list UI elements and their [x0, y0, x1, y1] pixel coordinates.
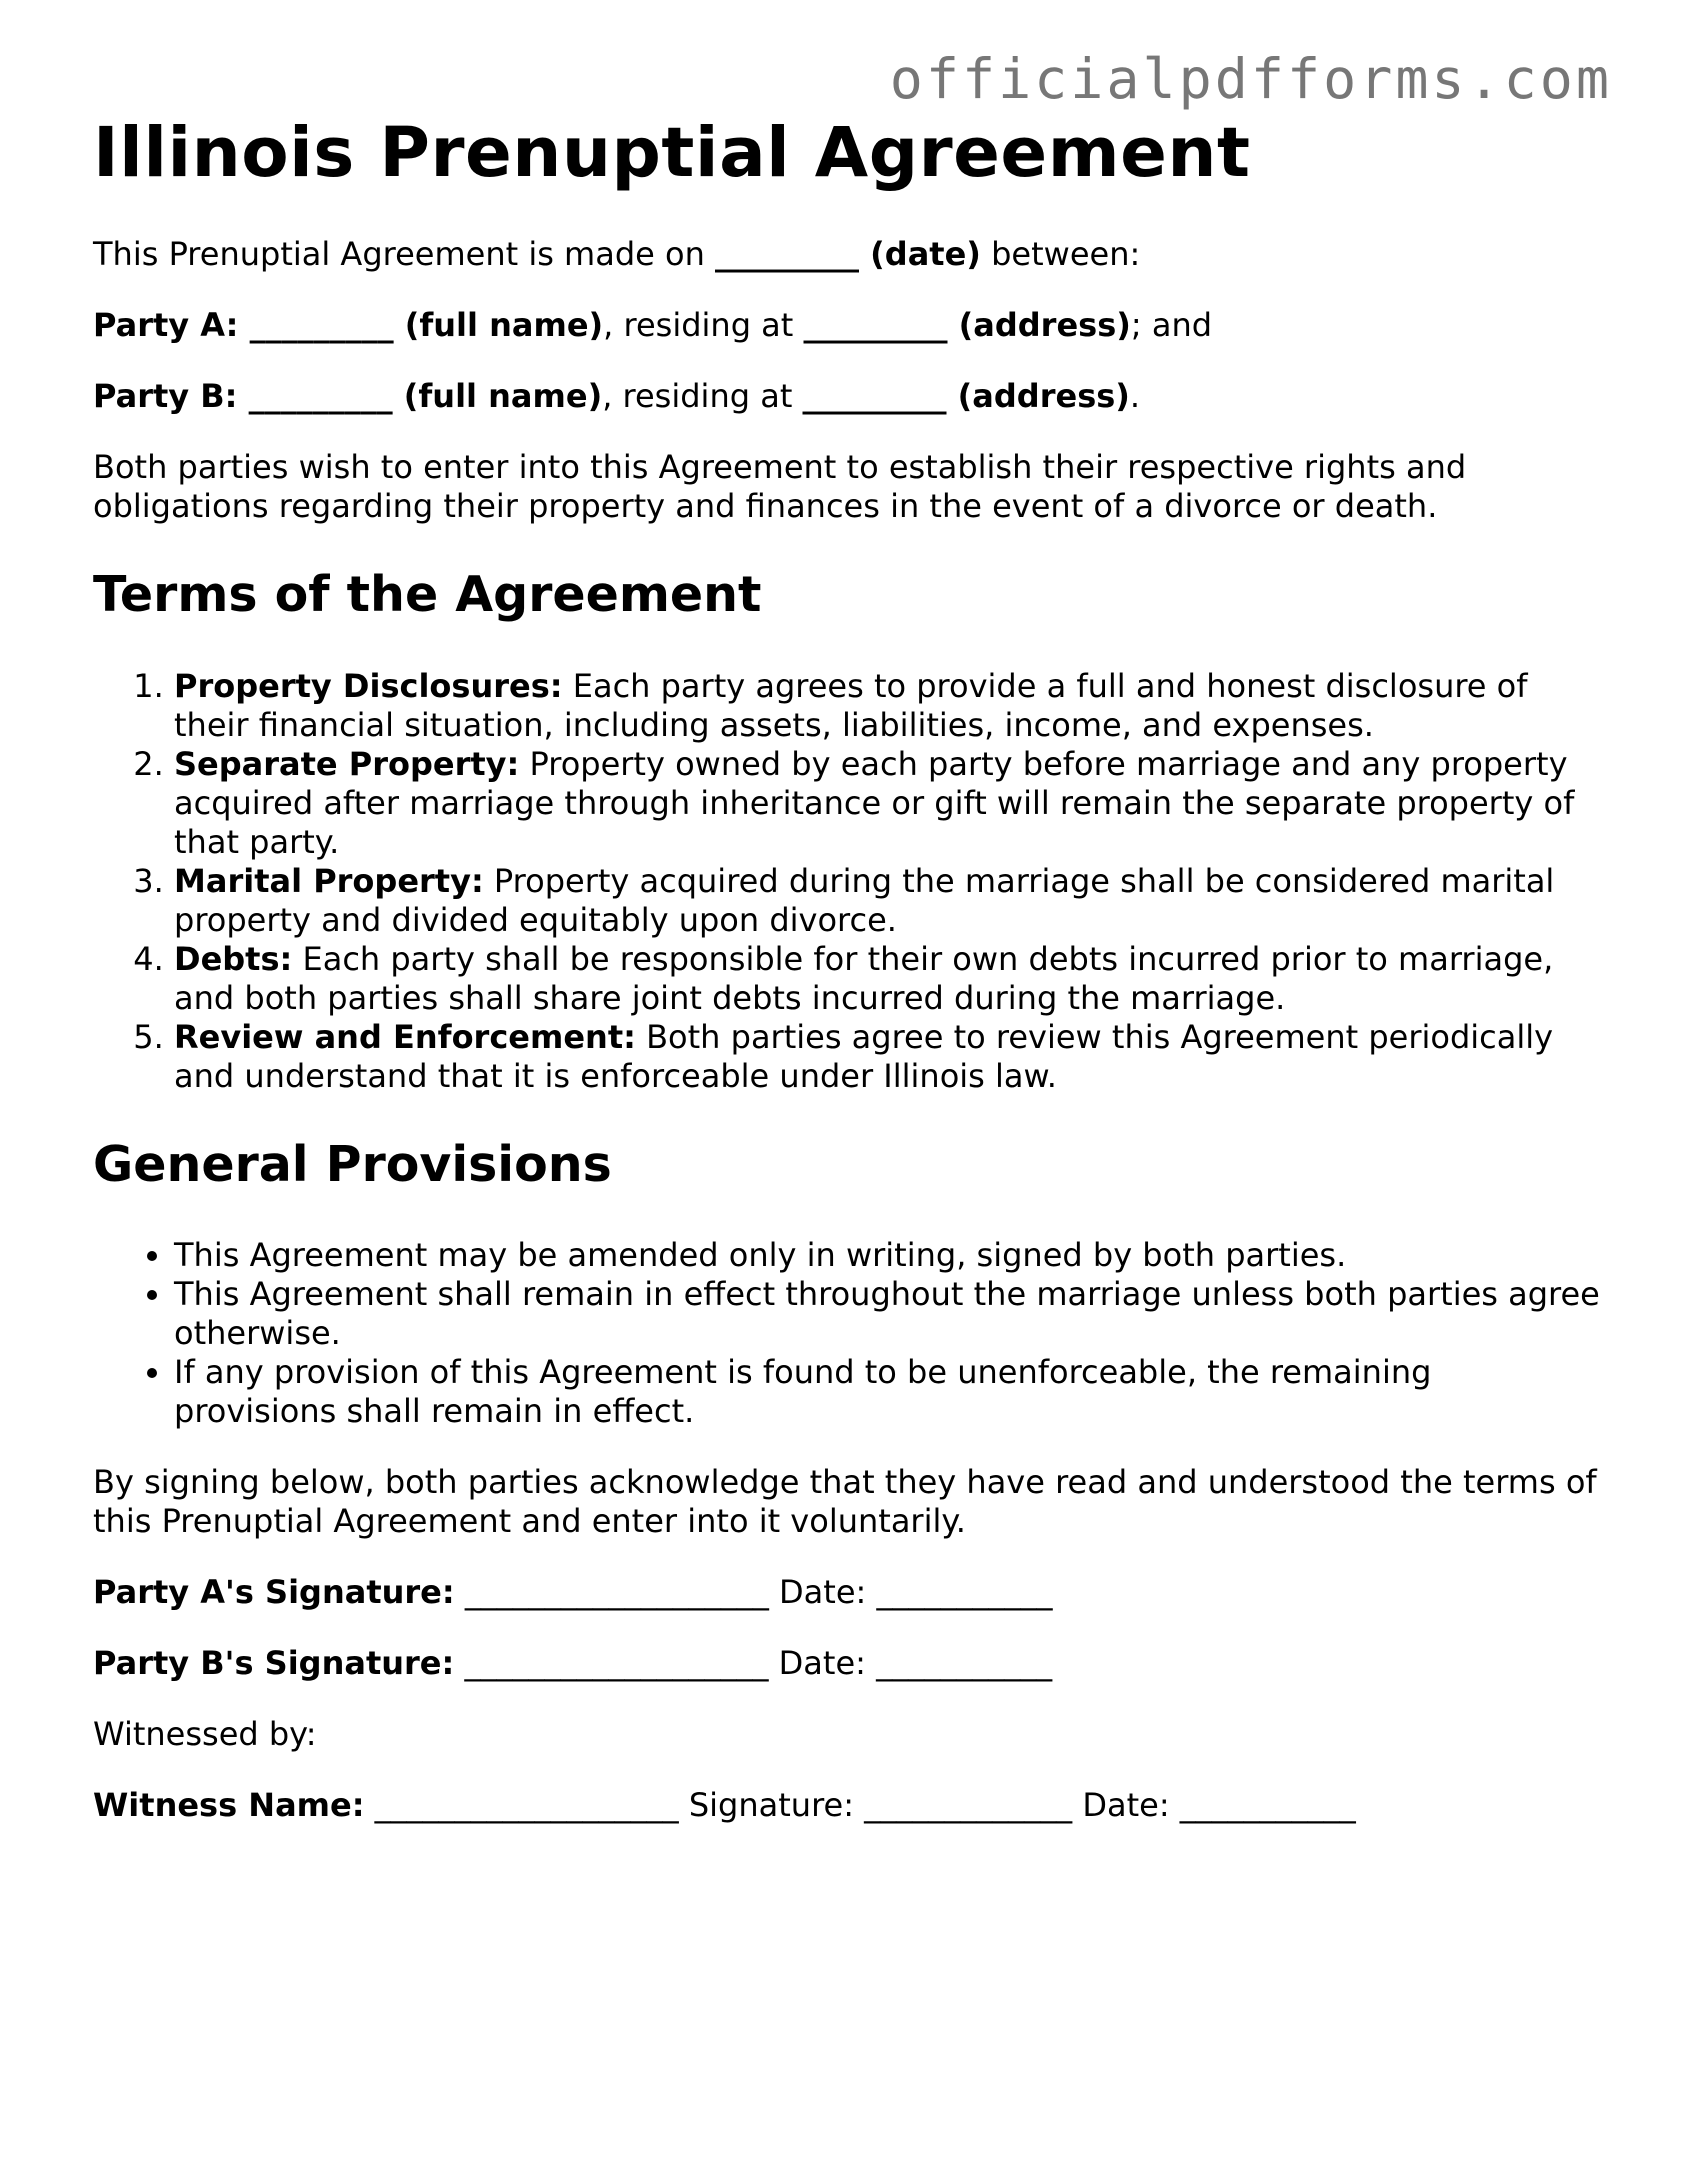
party-a-signature-line: [93, 1573, 1603, 1612]
term-text: Each party shall be responsible for their own debts incurred prior to marriage, and both parties shall share joint debts incurred during the marriage.: [174, 939, 1554, 1017]
intro-date-line: [93, 235, 1603, 274]
term-text: Property acquired during the marriage shall be considered marital property and divided equitably upon divorce.: [174, 861, 1555, 939]
provision-item: • This Agreement shall remain in effect throughout the marriage unless both parties agree otherwise.: [174, 1275, 1603, 1353]
party-a-line: [93, 306, 1603, 345]
party-a-name-blank: _________: [238, 305, 394, 344]
party-a-label: Party A:: [93, 305, 239, 344]
purpose-paragraph: Both parties wish to enter into this Agreement to establish their respective rights and obligations regarding their property and finances in the event of a divorce or death.: [93, 447, 1467, 525]
term-text: Each party agrees to provide a full and honest disclosure of their financial situation, including assets, liabilities, income, and expenses.: [174, 666, 1528, 744]
document-page: [93, 112, 1603, 1825]
party-a-signature-blank: ___________________: [454, 1573, 769, 1612]
party-a-residing: , residing at: [603, 305, 804, 344]
party-b-label: Party B:: [93, 376, 238, 415]
party-b-residing: , residing at: [602, 376, 803, 415]
document-title: Illinois Prenuptial Agreement: [93, 113, 1251, 193]
term-text: Both parties agree to review this Agreement periodically and understand that it is enforceable under Illinois law.: [174, 1017, 1554, 1095]
party-b-date: Date: ___________: [768, 1644, 1053, 1683]
term-title: Marital Property:: [174, 861, 484, 900]
terms-list: [93, 667, 1603, 1096]
term-title: Property Disclosures:: [174, 666, 563, 705]
term-text: Property owned by each party before marriage and any property acquired after marriage through inheritance or gift will remain the separate property of that party.: [174, 744, 1575, 861]
party-a-signature-label: Party A's Signature:: [93, 1573, 455, 1612]
term-item: [174, 745, 1603, 862]
terms-heading: Terms of the Agreement: [93, 565, 762, 623]
witness-name-label: Witness Name:: [93, 1786, 365, 1825]
provisions-heading: General Provisions: [93, 1135, 612, 1193]
provision-item: • This Agreement may be amended only in writing, signed by both parties.: [174, 1236, 1603, 1275]
party-b-address-blank: _________: [802, 376, 947, 415]
provisions-list: [93, 1236, 1603, 1431]
acknowledgement-paragraph: By signing below, both parties acknowledge that they have read and understood the terms of this Prenuptial Agreement and enter into it voluntarily.: [93, 1463, 1597, 1541]
term-title: Review and Enforcement:: [174, 1017, 636, 1056]
party-b-name-blank: _________: [237, 376, 393, 415]
witness-line: [93, 1786, 1603, 1825]
party-b-signature-blank: ___________________: [454, 1644, 769, 1683]
intro-prefix: This Prenuptial Agreement is made on: [93, 234, 716, 273]
term-item: [174, 862, 1603, 940]
witness-name-blank: ___________________: [364, 1786, 679, 1825]
term-item: [174, 940, 1603, 1018]
party-b-name-label: (full name): [392, 376, 603, 415]
term-item: [174, 1018, 1603, 1096]
watermark: officialpdfforms.com: [889, 47, 1612, 111]
party-a-address-label: (address): [947, 305, 1131, 344]
term-title: Separate Property:: [174, 744, 520, 783]
term-item: [174, 667, 1603, 745]
date-label: (date): [859, 234, 981, 273]
date-blank: _________: [715, 234, 860, 273]
party-b-address-label: (address): [946, 376, 1130, 415]
witness-signature-date: Signature: _____________ Date: ___________: [678, 1786, 1356, 1825]
intro-suffix: between:: [980, 234, 1141, 273]
party-a-address-blank: _________: [803, 305, 948, 344]
provision-item: • If any provision of this Agreement is found to be unenforceable, the remaining provisions shall remain in effect.: [174, 1353, 1603, 1431]
party-a-date: Date: ___________: [768, 1573, 1053, 1612]
party-a-name-label: (full name): [393, 305, 604, 344]
witnessed-by: Witnessed by:: [93, 1715, 317, 1754]
party-b-signature-line: [93, 1644, 1603, 1683]
term-title: Debts:: [174, 939, 293, 978]
party-b-signature-label: Party B's Signature:: [93, 1644, 455, 1683]
party-b-line: [93, 377, 1603, 416]
party-b-end: .: [1129, 376, 1141, 415]
party-a-end: ; and: [1130, 305, 1213, 344]
